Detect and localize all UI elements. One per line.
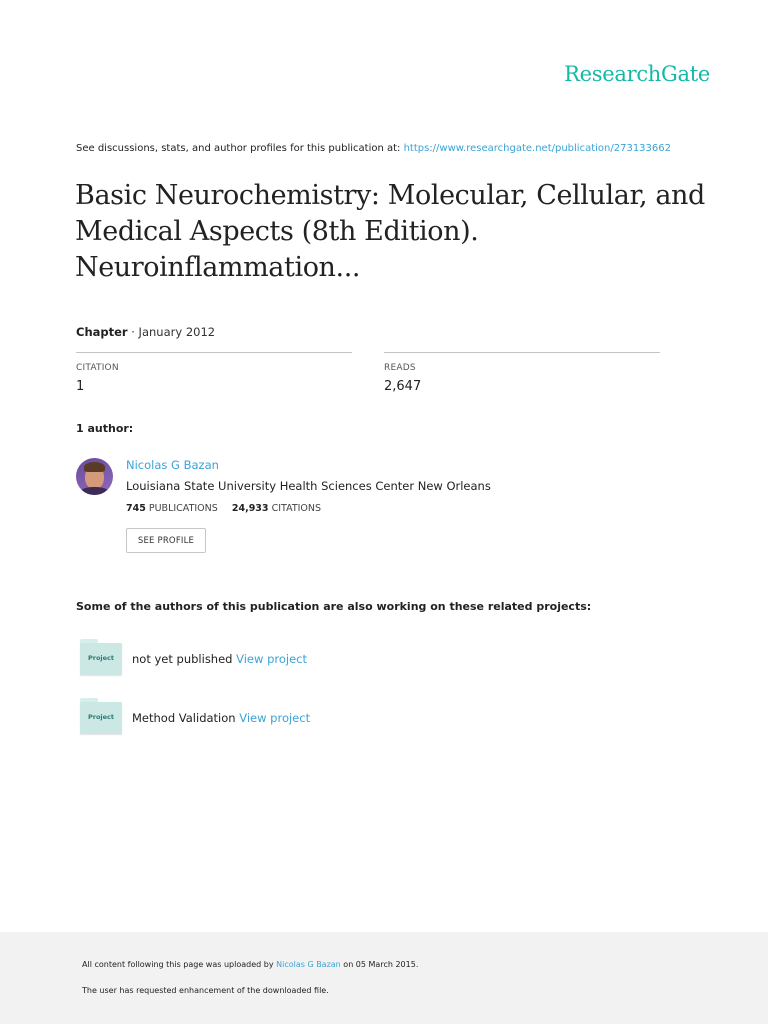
citation-label: CITATION (76, 363, 119, 373)
researchgate-logo[interactable]: ResearchGate (564, 62, 710, 86)
project-text (132, 711, 310, 725)
avatar-shirt (79, 487, 110, 495)
author-citations-label: CITATIONS (271, 503, 322, 514)
project-text (132, 652, 307, 666)
title-line-1: Basic Neurochemistry: Molecular, Cellular, and (75, 180, 705, 211)
avatar-hair (84, 462, 105, 472)
reads-stat (384, 352, 660, 394)
reads-label: READS (384, 363, 416, 373)
upload-notice (82, 960, 418, 969)
publication-url-line (76, 143, 671, 154)
author-publications-label: PUBLICATIONS (148, 503, 218, 514)
author-publications-count: 745 (126, 503, 146, 514)
publication-url-link[interactable]: https://www.researchgate.net/publication/273133662 (403, 143, 671, 154)
author-stats (126, 503, 321, 514)
citation-value: 1 (76, 379, 85, 394)
publication-title (75, 178, 705, 286)
title-line-3: Neuroinflammation... (75, 252, 361, 283)
related-projects-heading: Some of the authors of this publication are also working on these related projects: (76, 600, 592, 613)
publication-date: · January 2012 (127, 325, 216, 339)
uploader-link[interactable]: Nicolas G Bazan (276, 960, 341, 969)
author-citations-count: 24,933 (231, 503, 269, 514)
view-project-link[interactable]: View project (236, 652, 307, 666)
see-discussions-text: See discussions, stats, and author profiles for this publication at: (76, 143, 404, 154)
project-folder-label: Project (87, 654, 115, 662)
project-folder-label: Project (87, 713, 115, 721)
author-institution: Louisiana State University Health Sciences Center New Orleans (126, 479, 491, 493)
publication-type: Chapter (76, 325, 128, 339)
project-name: Method Validation (132, 711, 240, 725)
enhancement-notice: The user has requested enhancement of the downloaded file. (82, 986, 329, 995)
project-folder-icon[interactable] (80, 698, 122, 734)
project-folder-icon[interactable] (80, 639, 122, 675)
citation-stat (76, 352, 352, 394)
author-name-link[interactable]: Nicolas G Bazan (126, 458, 219, 472)
title-line-2: Medical Aspects (8th Edition). (75, 216, 479, 247)
author-avatar[interactable] (76, 458, 113, 495)
publication-meta (76, 325, 215, 339)
view-project-link[interactable]: View project (239, 711, 311, 725)
reads-value: 2,647 (384, 379, 422, 394)
upload-prefix: All content following this page was uploaded by (82, 960, 277, 969)
project-name: not yet published (132, 652, 237, 666)
see-profile-button[interactable]: SEE PROFILE (126, 528, 206, 553)
footer (0, 932, 768, 1024)
upload-suffix: on 05 March 2015. (340, 960, 419, 969)
authors-heading: 1 author: (76, 422, 134, 435)
